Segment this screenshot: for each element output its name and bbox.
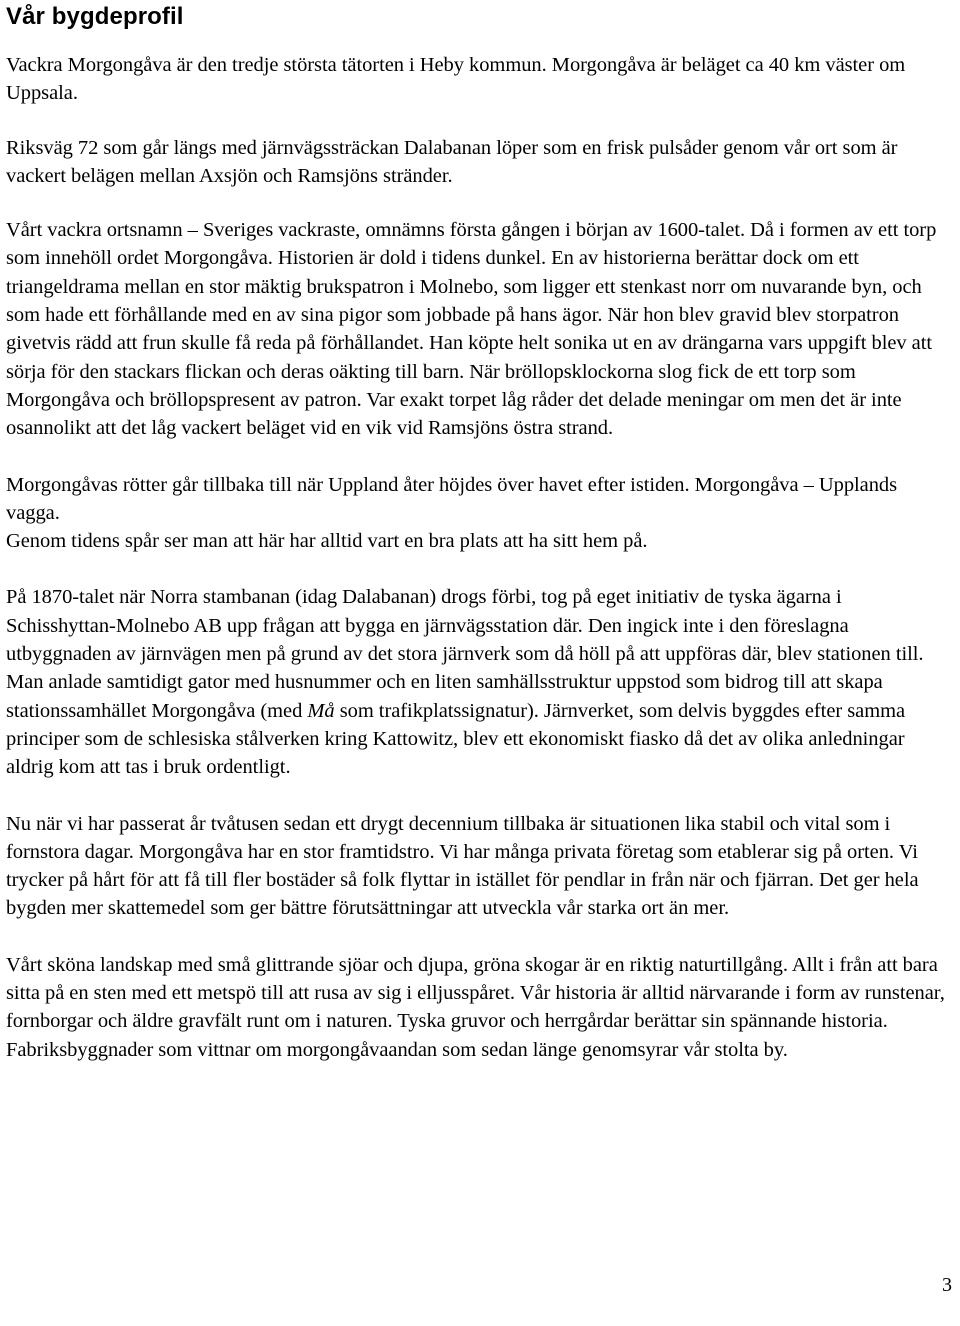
trafikplatssignatur-italic: Må [307, 699, 335, 722]
paragraph-1870-talet [6, 583, 950, 781]
document-page [6, 0, 950, 1064]
paragraph-ortsnamn: Vårt vackra ortsnamn – Sveriges vackraste, omnämns första gången i början av 1600-talet. Då i formen av ett torp som innehöll ordet Morgongåva. Historien är dold i tidens dunkel. En av historierna berättar dock om ett triangeldrama mellan en stor mäktig brukspatron i Molnebo, som ligger ett stenkast norr om nuvarande byn, och som hade ett förhållande med en av sina pigor som jobbade på hans ägor. När hon blev gravid blev storpatron givetvis rädd att frun skulle få reda på förhållandet. Han köpte helt sonika ut en av drängarna vars uppgift blev att sörja för den stackars flickan och deras oäkting till barn. När bröllopsklockorna slog fick de ett torp som Morgongåva och bröllopspresent av patron. Var exakt torpet låg råder det delade meningar om men det är inte osannolikt att det låg vackert beläget vid en vik vid Ramsjöns östra strand. [6, 219, 937, 440]
paragraph-rotter: Morgongåvas rötter går tillbaka till när Uppland åter höjdes över havet efter istiden. Morgongåva – Upplands vagga. [6, 473, 898, 524]
page-title: Vår bygdeprofil [6, 3, 184, 30]
paragraph-tidens-spar: Genom tidens spår ser man att här har alltid vart en bra plats att ha sitt hem på. [6, 530, 648, 553]
paragraph-tvatusen: Nu när vi har passerat år tvåtusen sedan ett drygt decennium tillbaka är situationen lika stabil och vital som i fornstora dagar. Morgongåva har en stor framtidstro. Vi har många privata företag som etablerar sig på orten. Vi trycker på hårt för att få till fler bostäder så folk flyttar in istället för pendlar in från när och fjärran. Det ger hela bygden mer skattemedel som ger bättre förutsättningar att utveckla vår starka ort än mer. [6, 812, 919, 920]
paragraph-riksvag: Riksväg 72 som går längs med järnvägssträckan Dalabanan löper som en frisk pulsåder genom vår ort som är vackert belägen mellan Axsjön och Ramsjöns stränder. [6, 136, 898, 187]
page-number: 3 [942, 1274, 952, 1296]
paragraph-1870-text-a: På 1870-talet när Norra stambanan (idag Dalabanan) drogs förbi, tog på eget initiativ de tyska ägarna i Schisshyttan-Molnebo AB upp frågan att bygga en järnvägsstation där. Den ingick inte i den föreslagna utbyggnaden av järnvägen men på grund av det stora järnverk som då höll på att uppföras där, blev stationen till. Man anlade samtidigt gator med husnummer och en liten samhällsstruktur uppstod som bidrog till att skapa stationssamhället Morgongåva (med [6, 586, 924, 722]
paragraph-1870-text-b: som trafikplatssignatur). Järnverket, som delvis byggdes efter samma principer som de schlesiska stålverken kring Kattowitz, blev ett ekonomiskt fiasko då det av olika anledningar aldrig kom att tas i bruk ordentligt. [6, 699, 906, 779]
paragraph-landskap: Vårt sköna landskap med små glittrande sjöar och djupa, gröna skogar är en riktig naturtillgång. Allt i från att bara sitta på en sten med ett metspö till att rusa av sig i elljusspåret. Vår historia är alltid närvarande i form av runstenar, fornborgar och äldre gravfält runt om i naturen. Tyska gruvor och herrgårdar berättar sin spännande historia. Fabriksbyggnader som vittnar om morgongåvaandan som sedan länge genomsyrar vår stolta by. [6, 953, 945, 1061]
paragraph-intro: Vackra Morgongåva är den tredje största tätorten i Heby kommun. Morgongåva är beläget ca 40 km väster om Uppsala. [6, 54, 906, 105]
